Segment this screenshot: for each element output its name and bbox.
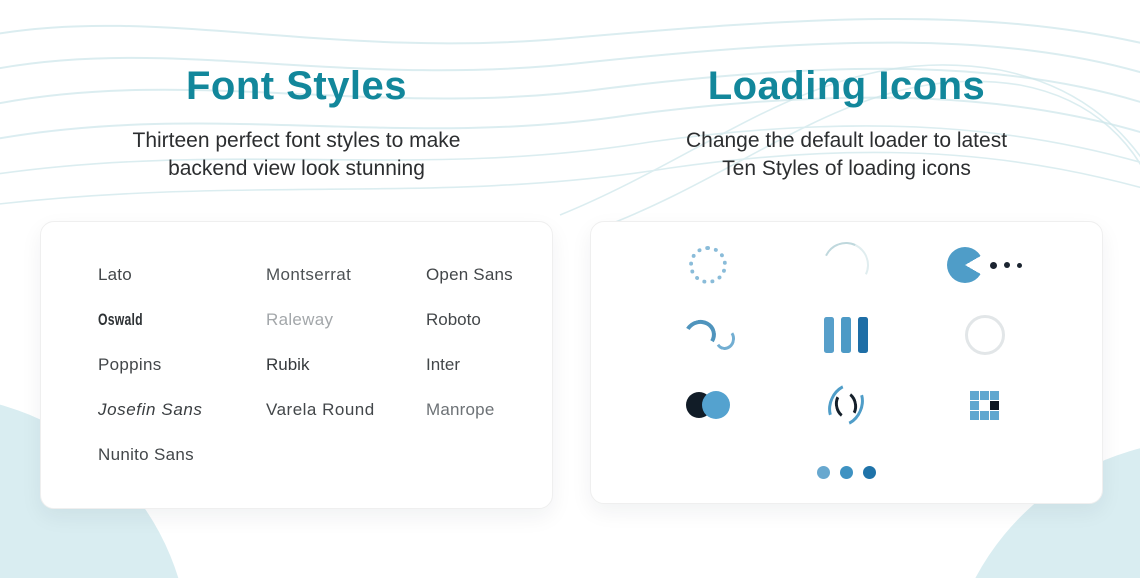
loader-cell-8 <box>777 370 915 440</box>
font-item-raleway: Raleway <box>266 309 334 329</box>
loading-icons-section <box>590 0 1103 504</box>
font-item-nunito-sans: Nunito Sans <box>98 444 194 464</box>
bracket-arcs-spinner-icon <box>824 382 868 428</box>
loader-cell-10 <box>639 440 1054 504</box>
pacman-dot <box>990 262 997 269</box>
font-item-montserrat: Montserrat <box>266 264 352 284</box>
font-item-roboto: Roboto <box>426 309 481 329</box>
font-styles-section <box>40 0 553 509</box>
font-item-josefin-sans: Josefin Sans <box>98 399 203 419</box>
loader-cell-3 <box>916 230 1054 300</box>
loader-cell-7 <box>639 370 777 440</box>
dots-spinner-icon <box>817 466 876 479</box>
dual-ball-spinner-icon <box>686 391 730 419</box>
dot <box>817 466 830 479</box>
blue-ball <box>702 391 730 419</box>
dotted-ring-spinner-icon <box>689 246 727 284</box>
pacman-dot <box>1004 262 1010 268</box>
loading-icons-subtitle <box>590 127 1103 183</box>
ring-spinner-icon <box>965 315 1005 355</box>
bar <box>858 317 868 353</box>
font-item-varela-round: Varela Round <box>266 399 375 419</box>
font-item-open-sans: Open Sans <box>426 264 513 284</box>
dot <box>840 466 853 479</box>
bar <box>841 317 851 353</box>
loading-icons-subtitle-line2: Ten Styles of loading icons <box>722 157 971 180</box>
font-styles-subtitle <box>40 127 553 183</box>
bar <box>824 317 834 353</box>
font-styles-subtitle-line2: backend view look stunning <box>168 157 425 180</box>
font-styles-subtitle-line1: Thirteen perfect font styles to make <box>132 129 461 152</box>
font-styles-title: Font Styles <box>185 64 408 108</box>
pacman-body <box>947 247 983 283</box>
loading-icons-card <box>590 221 1103 504</box>
loader-cell-6 <box>916 300 1054 370</box>
dot <box>863 466 876 479</box>
pacman-dot <box>1017 263 1022 268</box>
font-item-rubik: Rubik <box>266 354 310 374</box>
font-item-oswald: Oswald <box>98 309 143 329</box>
grid-spinner-icon <box>970 391 999 420</box>
font-item-manrope: Manrope <box>426 399 495 419</box>
font-item-lato: Lato <box>98 264 132 284</box>
loader-cell-5 <box>777 300 915 370</box>
font-item-poppins: Poppins <box>98 354 162 374</box>
double-arc-large <box>681 316 720 353</box>
loading-icons-subtitle-line1: Change the default loader to latest <box>685 129 1008 152</box>
font-styles-card <box>40 221 553 509</box>
loader-cell-4 <box>639 300 777 370</box>
font-item-inter: Inter <box>426 354 461 374</box>
loader-cell-1 <box>639 230 777 300</box>
pacman-spinner-icon <box>947 247 1022 283</box>
double-arc-spinner-icon <box>684 318 732 352</box>
loading-icons-title: Loading Icons <box>707 64 986 108</box>
loader-cell-2 <box>777 230 915 300</box>
bars-spinner-icon <box>824 317 868 353</box>
arc-spinner-icon <box>817 236 876 295</box>
loader-cell-9 <box>916 370 1054 440</box>
double-arc-small <box>713 326 737 351</box>
